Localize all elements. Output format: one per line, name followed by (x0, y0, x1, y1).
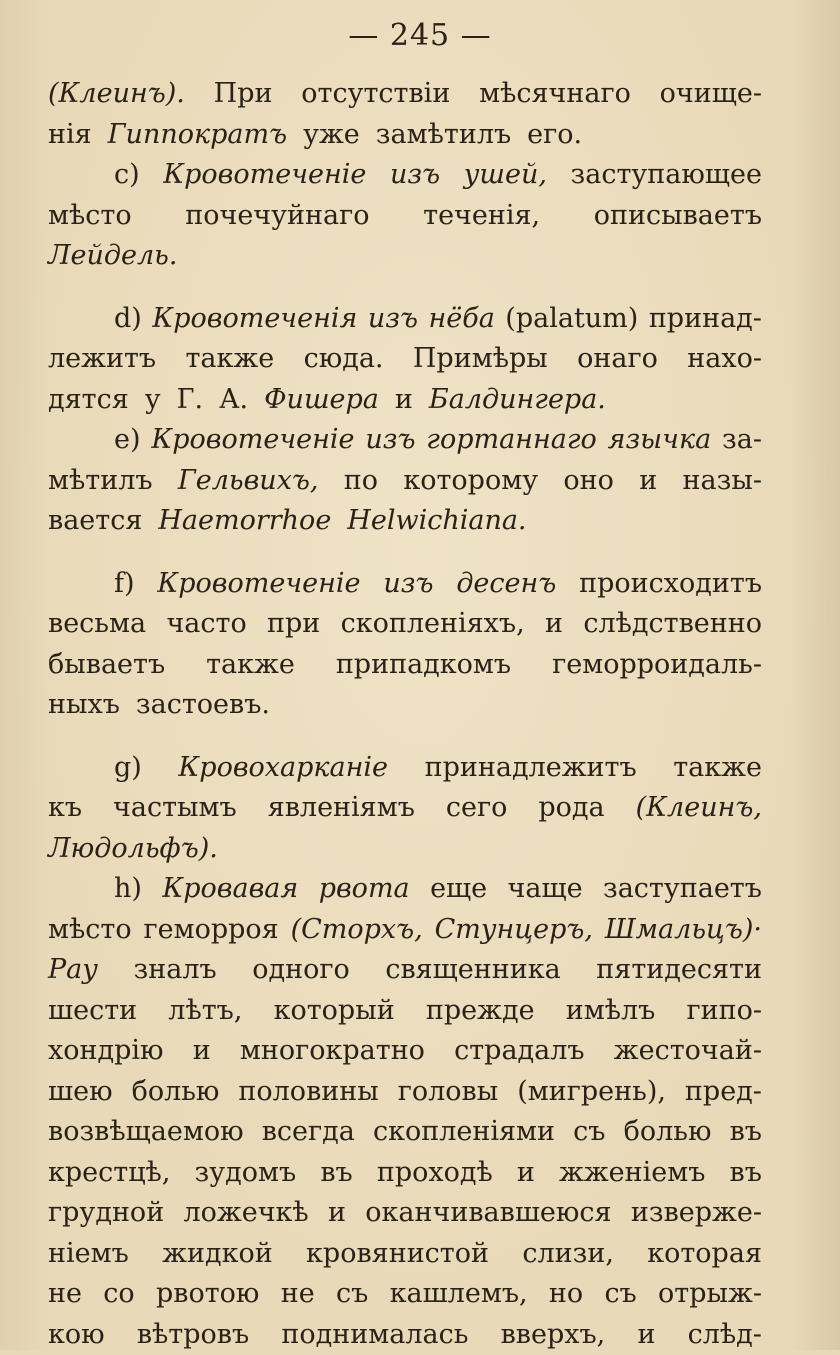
word: явленіямъ (268, 788, 415, 829)
word: возвѣщаемою (48, 1112, 244, 1153)
word: d) (114, 299, 142, 340)
italic-word: Helwichiana. (347, 501, 526, 542)
word: также (673, 748, 762, 789)
text-line (48, 788, 762, 829)
text-line (48, 829, 762, 870)
word: При (214, 74, 273, 115)
word: которая (647, 1234, 762, 1275)
word: часто (166, 604, 246, 645)
italic-word: Кровохарканіе (178, 748, 388, 789)
word: грудной (48, 1193, 164, 1234)
word: кашлемъ, (390, 1274, 528, 1315)
word: ныхъ (48, 685, 120, 726)
text-line (48, 1072, 762, 1113)
word: прежде (426, 991, 535, 1032)
word: и (517, 1153, 535, 1194)
word: бываетъ (48, 645, 165, 686)
word: ложечкѣ (183, 1193, 308, 1234)
word: ніемъ (48, 1234, 129, 1275)
italic-word: Haemorrhoe (158, 501, 331, 542)
text-line (48, 685, 762, 726)
word: также (185, 339, 274, 380)
word: крестцѣ, (48, 1153, 170, 1194)
word: h) (114, 869, 142, 910)
italic-word: изъ (368, 299, 418, 340)
text-line (48, 299, 762, 340)
italic-word: Лейдель. (48, 236, 177, 277)
text-line (48, 1031, 762, 1072)
italic-word: изъ (365, 420, 415, 461)
word: e) (114, 420, 141, 461)
word: головы (398, 1072, 499, 1113)
word: пред- (685, 1072, 762, 1113)
word: которому (403, 461, 538, 502)
word: кровянистой (306, 1234, 489, 1275)
word: дятся (48, 380, 129, 421)
word: и (639, 461, 657, 502)
word: заступаетъ (603, 869, 762, 910)
word: принад- (649, 299, 762, 340)
word: g) (114, 748, 142, 789)
word: (palatum) (505, 299, 638, 340)
word: жженіемъ (559, 1153, 705, 1194)
text-line (48, 339, 762, 380)
word: вверхъ, (501, 1315, 606, 1355)
word: проходѣ (377, 1153, 493, 1194)
word: у (145, 380, 161, 421)
italic-word: Балдингера. (429, 380, 606, 421)
italic-word: изъ (383, 564, 433, 605)
word: мѣсячнаго (479, 74, 631, 115)
word: всегда (262, 1112, 355, 1153)
word: въ (320, 1153, 352, 1194)
italic-word: деcенъ (456, 564, 556, 605)
italic-word: изъ (390, 155, 440, 196)
italic-word: (Клеинъ). (48, 74, 185, 115)
text-line (48, 604, 762, 645)
text-line (48, 1153, 762, 1194)
word: шести (48, 991, 137, 1032)
word: и (193, 1031, 211, 1072)
italic-word: нёба (428, 299, 494, 340)
word: скопленіями (373, 1112, 555, 1153)
italic-word: (Сторхъ, (291, 910, 423, 951)
italic-word: гортаннаго (426, 420, 596, 461)
word: скопленіяхъ, (341, 604, 525, 645)
word: (мигрень), (517, 1072, 666, 1113)
word: страдалъ (454, 1031, 585, 1072)
word: частымъ (113, 788, 237, 829)
text-line (48, 1193, 762, 1234)
word: описываетъ (594, 196, 762, 237)
italic-word: (Клеинъ, (636, 788, 762, 829)
text-line (48, 991, 762, 1032)
italic-word: Стунцеръ, (435, 910, 593, 951)
word: слѣдственно (583, 604, 762, 645)
italic-word: Шмальцъ)· (605, 910, 762, 951)
text-line (48, 461, 762, 502)
word: принадлежитъ (425, 748, 637, 789)
text-line (48, 1315, 762, 1355)
text-line (48, 1112, 762, 1153)
word: также (206, 645, 295, 686)
word: при (267, 604, 320, 645)
word: поднималась (281, 1315, 468, 1355)
word: съ (604, 1274, 636, 1315)
word: болью (132, 1072, 220, 1113)
word: А. (219, 380, 248, 421)
italic-word: рвота (319, 869, 410, 910)
italic-word: ушей, (464, 155, 547, 196)
word: назы- (683, 461, 762, 502)
word: сюда. (304, 339, 384, 380)
italic-word: Кровотеченіе (151, 420, 354, 461)
italic-word: Фишера (264, 380, 379, 421)
word: въ (730, 1153, 762, 1194)
word: многократно (240, 1031, 425, 1072)
italic-word: Гельвихъ, (178, 461, 319, 502)
word: болью (624, 1112, 712, 1153)
word: оно (563, 461, 614, 502)
word: зналъ (134, 950, 217, 991)
word: шею (48, 1072, 113, 1113)
word: рода (538, 788, 604, 829)
word: еще (430, 869, 487, 910)
word: лѣтъ, (168, 991, 242, 1032)
word: въ (730, 1112, 762, 1153)
word: онаго (577, 339, 658, 380)
word: по (344, 461, 378, 502)
text-line (48, 910, 762, 951)
word: замѣтилъ (376, 115, 511, 156)
italic-word: Кровотеченіе (157, 564, 360, 605)
word: заступающее (571, 155, 762, 196)
word: припадкомъ (336, 645, 511, 686)
word: весьма (48, 604, 146, 645)
word: отрыж- (658, 1274, 762, 1315)
text-line (48, 564, 762, 605)
text-line (48, 115, 762, 156)
word: зудомъ (195, 1153, 297, 1194)
word: почечуйнаго (185, 196, 369, 237)
word: съ (336, 1274, 368, 1315)
italic-word: язычка (608, 420, 712, 461)
word: имѣлъ (566, 991, 656, 1032)
italic-word: Кровотеченія (152, 299, 357, 340)
word: нахо- (687, 339, 762, 380)
word: Г. (177, 380, 203, 421)
text-line (48, 420, 762, 461)
word: c) (114, 155, 140, 196)
word: уже (303, 115, 360, 156)
italic-word: Рау (48, 950, 98, 991)
body-text (48, 74, 762, 1355)
word: вается (48, 501, 142, 542)
italic-word: Кровотеченіе (163, 155, 366, 196)
text-line (48, 501, 762, 542)
word: къ (48, 788, 82, 829)
word: рвотою (156, 1274, 259, 1315)
word: кою (48, 1315, 105, 1355)
word: мѣсто (48, 196, 132, 237)
word: мѣтилъ (48, 461, 153, 502)
word: не (48, 1274, 82, 1315)
word: и (328, 1193, 346, 1234)
word: происходитъ (579, 564, 762, 605)
word: слѣд- (688, 1315, 762, 1355)
text-line (48, 645, 762, 686)
text-line (48, 380, 762, 421)
word: геморроидаль- (552, 645, 762, 686)
word: изверже- (631, 1193, 762, 1234)
text-line (48, 74, 762, 115)
word: хондрію (48, 1031, 164, 1072)
word: и (637, 1315, 655, 1355)
word: застоевъ. (136, 685, 270, 726)
word: съ (573, 1112, 605, 1153)
word: его. (527, 115, 582, 156)
word: гипо- (686, 991, 762, 1032)
word: f) (114, 564, 135, 605)
word: слизи, (522, 1234, 614, 1275)
text-line (48, 950, 762, 991)
italic-word: Кровавая (162, 869, 298, 910)
word: одного (252, 950, 350, 991)
word: жидкой (162, 1234, 273, 1275)
word: чаще (508, 869, 583, 910)
word: сего (446, 788, 508, 829)
text-line (48, 236, 762, 277)
word: нія (48, 115, 92, 156)
word: теченія, (423, 196, 540, 237)
word: пятидесяти (596, 950, 762, 991)
text-line (48, 155, 762, 196)
word: и (545, 604, 563, 645)
italic-word: Людольфъ). (48, 829, 218, 870)
text-line (48, 748, 762, 789)
word: очище- (660, 74, 762, 115)
word: не (281, 1274, 315, 1315)
word: оканчивавшеюся (365, 1193, 611, 1234)
text-line (48, 869, 762, 910)
word: за- (722, 420, 762, 461)
word: но (549, 1274, 583, 1315)
word: геморроя (143, 910, 278, 951)
word: половины (238, 1072, 378, 1113)
italic-word: Гиппократъ (108, 115, 287, 156)
word: и (395, 380, 413, 421)
word: жесточай- (614, 1031, 762, 1072)
word: Примѣры (413, 339, 548, 380)
word: отсутствіи (301, 74, 450, 115)
word: священника (385, 950, 560, 991)
text-line (48, 1274, 762, 1315)
text-line (48, 196, 762, 237)
word: лежитъ (48, 339, 156, 380)
word: вѣтровъ (137, 1315, 249, 1355)
text-line (48, 1234, 762, 1275)
word: мѣсто (48, 910, 132, 951)
page-number: — 245 — (0, 18, 840, 53)
word: со (103, 1274, 134, 1315)
word: который (274, 991, 395, 1032)
